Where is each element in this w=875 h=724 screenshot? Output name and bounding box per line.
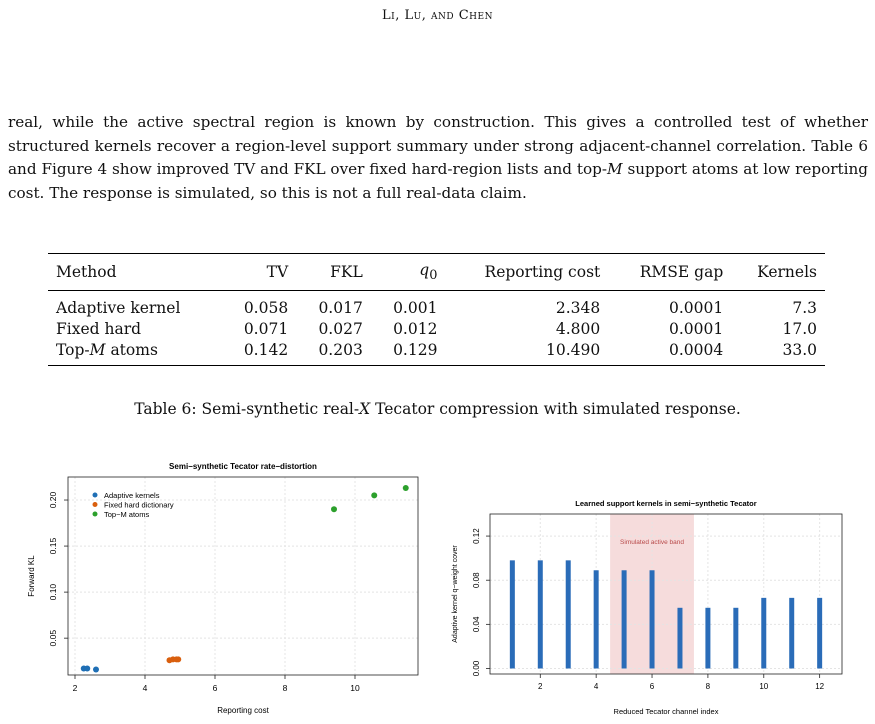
col-method: Method [56,263,117,281]
rate-distortion-chart [0,455,430,715]
table-cell: 10.490 [546,340,601,359]
bar [733,608,738,669]
table-cell: 0.142 [243,340,289,359]
y-tick-label: 0.20 [48,491,58,509]
x-tick-label: 6 [649,682,655,691]
col-fkl: FKL [330,263,363,281]
x-axis-label: Reduced Tecator channel index [613,707,719,716]
table-cell: 0.0001 [669,298,724,317]
table-cell: 2.348 [555,298,601,317]
data-point [331,506,337,512]
bar [538,560,543,668]
x-tick-label: 8 [705,682,711,691]
data-point [84,666,90,672]
y-tick-label: 0.05 [48,629,58,647]
support-kernels-chart [430,492,875,724]
data-point [175,656,181,662]
table-row [48,339,825,366]
x-tick-label: 6 [212,683,218,693]
x-tick-label: 8 [282,683,288,693]
bar [677,608,682,669]
table-cell: 17.0 [782,319,817,338]
table-cell: 0.012 [393,319,438,338]
bar [789,598,794,669]
table-cell: 7.3 [792,298,817,317]
col-kernels: Kernels [757,263,817,281]
table-cell: 0.027 [318,319,363,338]
col-reporting-cost: Reporting cost [484,263,601,281]
table-row [48,291,825,319]
bar [594,570,599,668]
results-table [48,253,825,366]
y-tick-label: 0.08 [472,572,481,588]
legend-label: Adaptive kernels [104,491,160,500]
x-axis-label: Reporting cost [217,706,269,715]
col-rmse-gap: RMSE gap [639,263,724,281]
y-tick-label: 0.15 [48,537,58,555]
legend-label: Fixed hard dictionary [104,500,174,510]
x-tick-label: 10 [350,683,360,693]
paragraph-text: real, while the active spectral region is known by construction. This gives a controlled test of whether structured kernels recover a region-level support summary under strong adjacent-channel correlation. Table 6 and Figure 4 show improved TV and FKL over fixed hard-region lists and top-M support atoms at low reporting cost. The response is simulated, so this is not a full real-data claim. [8,113,868,202]
running-header: Li, Lu, and Chen [382,8,493,23]
data-point [93,666,99,672]
table-cell: 33.0 [782,340,817,359]
table-cell: Adaptive kernel [56,298,181,317]
chart-title: Semi−synthetic Tecator rate−distortion [169,462,317,471]
table-row [48,318,825,339]
table-cell: 0.203 [318,340,363,359]
legend-marker [93,493,98,498]
bar [650,570,655,668]
bar [761,598,766,669]
x-tick-label: 2 [538,682,543,691]
x-tick-label: 12 [815,682,825,691]
legend-marker [93,502,98,507]
table-header-row [48,254,825,291]
bar [566,560,571,668]
col-q0: $q_0$ [419,260,438,284]
table-cell: 0.129 [393,340,438,359]
y-tick-label: 0.00 [472,660,481,677]
bar [817,598,822,669]
body-paragraph [8,111,868,205]
y-axis-label: Adaptive kernel q−weight cover [452,545,459,643]
table-cell: 0.0004 [669,340,724,359]
x-tick-label: 4 [142,683,148,693]
bar [510,560,515,668]
table-cell: 0.071 [243,319,289,338]
y-tick-label: 0.10 [48,583,58,601]
bar [705,608,710,669]
band-annotation: Simulated active band [620,539,685,546]
y-axis-label: Forward KL [27,555,36,597]
legend-label: Top−M atoms [104,510,150,519]
table-cell: 0.001 [393,298,438,317]
bar [622,570,627,668]
data-point [403,485,409,491]
table-cell: Fixed hard [56,319,142,338]
chart-title: Learned support kernels in semi−synthetic Tecator [575,499,757,508]
data-point [371,492,377,498]
y-tick-label: 0.12 [472,528,481,544]
table-caption: Table 6: Semi-synthetic real-X Tecator compression with simulated response. [134,400,741,418]
x-tick-label: 10 [759,682,769,691]
legend-marker [93,512,98,517]
x-tick-label: 4 [593,682,599,691]
table-cell: Top-M atoms [56,340,158,359]
y-tick-label: 0.04 [472,616,481,633]
table-cell: 0.017 [318,298,363,317]
table-cell: 0.058 [243,298,289,317]
table-cell: 4.800 [555,319,601,338]
col-tv: TV [266,263,289,281]
x-tick-label: 2 [72,683,78,693]
table-cell: 0.0001 [669,319,724,338]
